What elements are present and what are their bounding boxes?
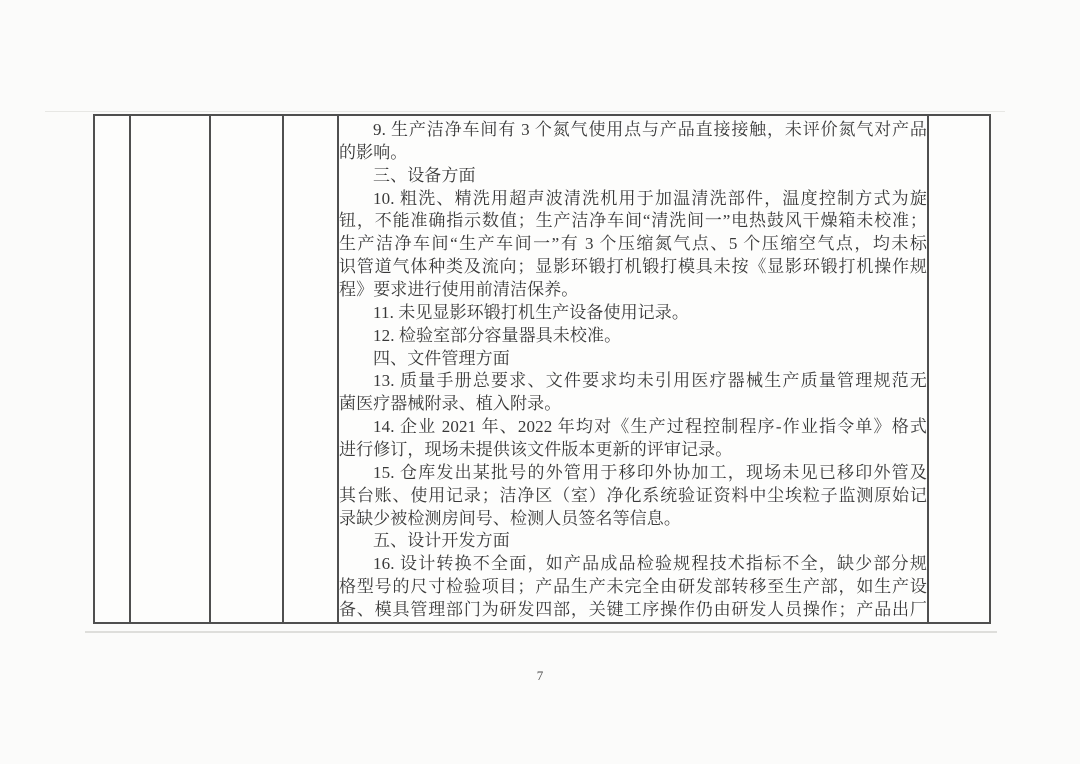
empty-cell-1 [95, 116, 131, 622]
text-line: 13. 质量手册总要求、文件要求均未引用医疗器械生产质量管理规范无 [373, 371, 927, 391]
text-line: 识管道气体种类及流向；显影环锻打机锻打模具未按《显影环锻打机操作规 [339, 257, 927, 277]
section-heading-line: 五、设计开发方面 [373, 531, 510, 551]
text-line: 12. 检验室部分容量器具未校准。 [373, 325, 622, 345]
scan-artifact-line-top [45, 111, 1005, 112]
text-line: 钮，不能准确指示数值；生产洁净车间“清洗间一”电热鼓风干燥箱未校准； [339, 211, 927, 231]
empty-cell-5 [929, 116, 989, 622]
text-line: 备、模具管理部门为研发四部，关键工序操作仍由研发人员操作；产品出厂 [339, 600, 927, 620]
text-line: 格型号的尺寸检验项目；产品生产未完全由研发部转移至生产部，如生产设 [339, 577, 927, 597]
text-line: 16. 设计转换不全面，如产品成品检验规程技术指标不全，缺少部分规 [373, 554, 927, 574]
section-heading-line: 三、设备方面 [373, 165, 476, 185]
findings-table [93, 114, 991, 624]
findings-text-cell [339, 116, 929, 622]
text-line: 的影响。 [339, 142, 408, 162]
text-line: 录缺少被检测房间号、检测人员签名等信息。 [339, 508, 681, 528]
text-line: 进行修订，现场未提供该文件版本更新的评审记录。 [339, 440, 733, 460]
empty-cell-4 [284, 116, 339, 622]
text-line: 菌医疗器械附录、植入附录。 [339, 394, 562, 414]
text-line: 程》要求进行使用前清洁保养。 [339, 280, 579, 300]
text-line: 10. 粗洗、精洗用超声波清洗机用于加温清洗部件，温度控制方式为旋 [373, 188, 927, 208]
page-number: 7 [536, 668, 544, 683]
text-line: 9. 生产洁净车间有 3 个氮气使用点与产品直接接触，未评价氮气对产品 [373, 120, 927, 139]
text-line: 其台账、使用记录；洁净区（室）净化系统验证资料中尘埃粒子监测原始记 [339, 485, 927, 505]
scan-artifact-line-bottom [85, 631, 997, 633]
text-line: 11. 未见显影环锻打机生产设备使用记录。 [373, 302, 689, 322]
text-line: 生产洁净车间“生产车间一”有 3 个压缩氮气点、5 个压缩空气点，均未标 [339, 234, 927, 254]
empty-cell-3 [211, 116, 284, 622]
empty-cell-2 [131, 116, 211, 622]
text-line: 14. 企业 2021 年、2022 年均对《生产过程控制程序-作业指令单》格式 [373, 417, 927, 437]
text-line: 15. 仓库发出某批号的外管用于移印外协加工，现场未见已移印外管及 [373, 462, 927, 482]
section-heading-line: 四、文件管理方面 [373, 348, 510, 368]
